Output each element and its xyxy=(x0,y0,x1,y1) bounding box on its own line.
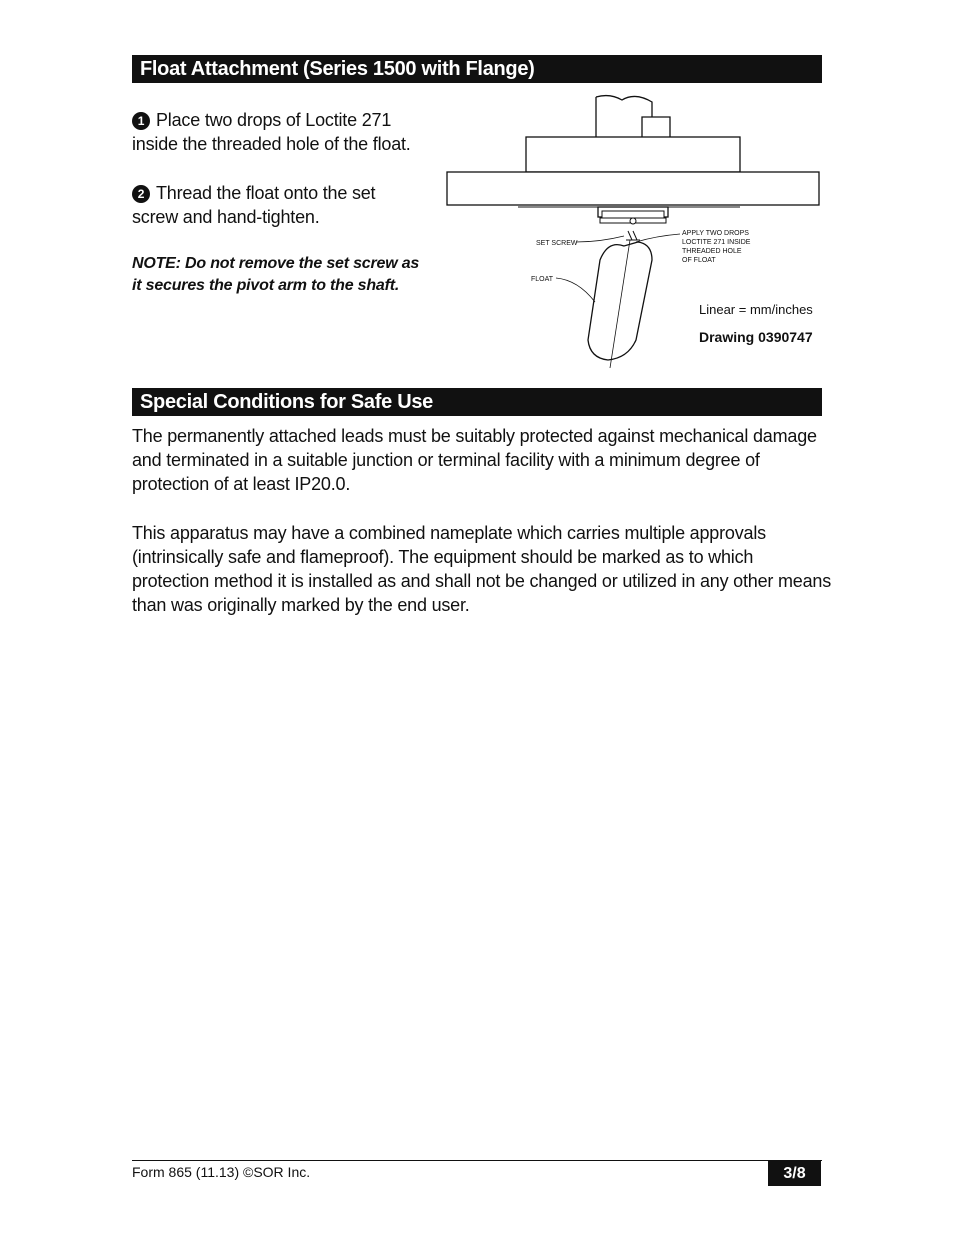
float-label: FLOAT xyxy=(531,276,554,283)
apply-drops-label-3: THREADED HOLE xyxy=(682,248,742,255)
apply-drops-label-2: LOCTITE 271 INSIDE xyxy=(682,239,751,246)
step-2 xyxy=(132,181,422,229)
drawing-number: Drawing 0390747 xyxy=(699,329,813,345)
apply-drops-label-4: OF FLOAT xyxy=(682,257,716,264)
step-2-text: Thread the float onto the set screw and hand-tighten. xyxy=(132,183,376,227)
step-1 xyxy=(132,108,422,156)
paragraph-nameplate: This apparatus may have a combined nameplate which carries multiple approvals (intrinsically safe and flameproof). The equipment should be marked as to which protection method it is installed as and shall not be changed or utilized in any other means than was originally marked by the end user. xyxy=(132,523,832,615)
note-text: NOTE: Do not remove the set screw as it secures the pivot arm to the shaft. xyxy=(132,255,420,294)
float-attachment-drawing xyxy=(440,90,830,370)
footer-divider xyxy=(132,1160,822,1161)
step-number-badge: 1 xyxy=(132,112,150,130)
page-number: 3/8 xyxy=(768,1161,821,1186)
footer-form-number: Form 865 (11.13) ©SOR Inc. xyxy=(132,1164,311,1180)
apply-drops-label-1: APPLY TWO DROPS xyxy=(682,230,749,237)
paragraph-leads: The permanently attached leads must be suitably protected against mechanical damage and terminated in a suitable junction or terminal facility with a minimum degree of protection of at least IP20.0. xyxy=(132,426,817,494)
set-screw-label: SET SCREW xyxy=(536,240,578,247)
linear-units-label: Linear = mm/inches xyxy=(699,302,813,317)
step-1-text: Place two drops of Loctite 271 inside the threaded hole of the float. xyxy=(132,110,411,154)
step-number-badge: 2 xyxy=(132,185,150,203)
section-header-special-conditions: Special Conditions for Safe Use xyxy=(132,388,822,416)
section-header-float-attachment: Float Attachment (Series 1500 with Flange) xyxy=(132,55,822,83)
